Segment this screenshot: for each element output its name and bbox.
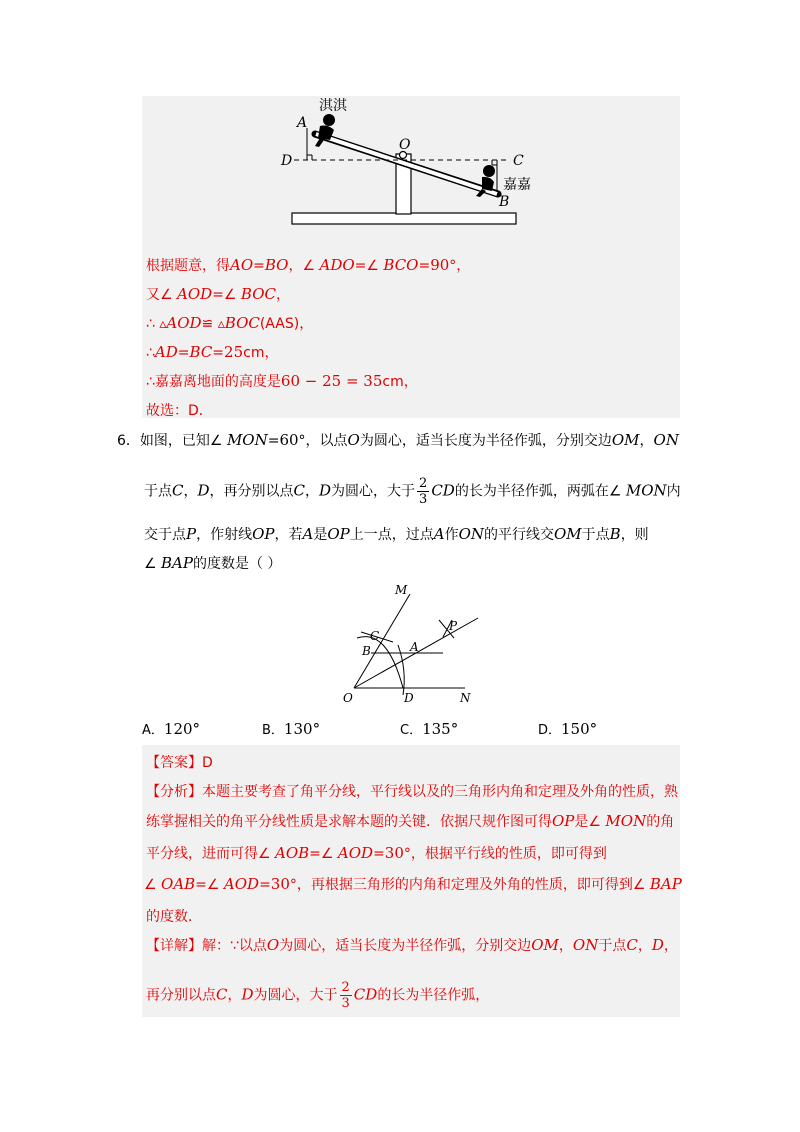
- math: AO: [230, 256, 254, 274]
- option-value: 135: [422, 720, 451, 738]
- text: 的平行线交: [484, 527, 554, 543]
- text: 解：∵以点: [202, 938, 267, 954]
- text: 上一点，过点: [349, 527, 434, 543]
- text: cm，: [243, 345, 279, 361]
- fraction-two-thirds: [340, 980, 352, 1011]
- numerator: 2: [419, 476, 428, 491]
- label-o: O: [343, 691, 353, 705]
- text: 如图，已知∠: [139, 433, 227, 449]
- label-d: D: [404, 691, 414, 705]
- text: ∴: [146, 345, 155, 361]
- sol5-line-6: 故选：D．: [146, 403, 213, 419]
- number: 30: [270, 875, 290, 893]
- option-value: 150: [561, 720, 590, 738]
- number: 30: [384, 844, 404, 862]
- text: 交于点: [144, 527, 186, 543]
- answer-tag: 【答案】: [146, 755, 202, 771]
- analysis-line-1: [146, 781, 678, 801]
- math: B: [609, 525, 621, 543]
- math: BC: [189, 343, 213, 361]
- math: BAP: [161, 554, 193, 572]
- sol5-line-3: [146, 313, 313, 333]
- math: CD: [353, 985, 378, 1004]
- text: =: [212, 345, 225, 361]
- label-m: M: [395, 583, 408, 597]
- answer-value: D: [202, 755, 213, 771]
- text: =: [177, 345, 190, 361]
- text: ，: [183, 483, 198, 500]
- text: °，再根据三角形的内角和定理及外角的性质，即可得到∠: [289, 877, 650, 893]
- text: ，: [558, 938, 573, 954]
- label-b: B: [362, 644, 371, 658]
- detail-line-1: [146, 935, 678, 955]
- detail-tag: 【详解】: [146, 938, 202, 954]
- math: AOD: [177, 285, 213, 303]
- text: ，再分别以点: [209, 483, 294, 500]
- option-c[interactable]: [400, 719, 458, 738]
- q6-line-3: [144, 524, 649, 544]
- text: 为圆心，大于: [331, 483, 416, 500]
- text: 根据题意，得: [146, 258, 230, 274]
- math: BAP: [649, 875, 682, 893]
- math: BOC: [240, 285, 276, 303]
- text: 又∠: [146, 287, 178, 303]
- text: =∠: [354, 258, 384, 274]
- text: ，: [663, 938, 678, 954]
- option-b[interactable]: [262, 719, 320, 738]
- text: 是∠: [574, 814, 606, 830]
- number: 90: [430, 256, 450, 274]
- text: =: [267, 433, 280, 449]
- label-c: C: [513, 153, 524, 169]
- option-a[interactable]: [142, 719, 200, 738]
- text: ，作射线: [196, 527, 253, 543]
- analysis-line-2: [146, 811, 674, 831]
- text: 练掌握相关的角平分线性质是求解本题的关键．依据尺规作图可得: [146, 814, 552, 830]
- math: ON: [653, 431, 679, 449]
- math: C: [216, 985, 228, 1004]
- option-unit: °: [450, 720, 459, 738]
- numerator: 2: [341, 980, 350, 995]
- math: BOC: [224, 314, 260, 332]
- text: =∠: [309, 846, 338, 862]
- text: 的角: [646, 814, 675, 830]
- math: MON: [605, 812, 647, 830]
- math: CD: [431, 481, 455, 500]
- analysis-line-5: 的度数．: [146, 909, 202, 925]
- option-unit: °: [312, 720, 321, 738]
- text: ∴嘉嘉离地面的高度是: [146, 374, 281, 390]
- text: 的长为半径作弧，两弧在∠: [454, 483, 626, 500]
- text: ，: [227, 987, 242, 1004]
- text: =∠: [195, 877, 224, 893]
- math: OP: [327, 525, 350, 543]
- text: 再分别以点: [146, 987, 216, 1004]
- math: P: [186, 525, 197, 543]
- number: 60 − 25 = 35: [280, 372, 383, 390]
- option-key: C．: [400, 723, 423, 738]
- text: ∠: [144, 877, 162, 893]
- math: OM: [611, 431, 640, 449]
- text: =: [373, 846, 385, 862]
- label-n: N: [460, 691, 471, 705]
- text: 为圆心，适当长度为半径作弧，分别交边: [279, 938, 532, 954]
- math: ON: [572, 936, 599, 954]
- math: OP: [252, 525, 275, 543]
- option-key: A．: [142, 723, 164, 738]
- math: A: [433, 525, 445, 543]
- math: A: [302, 525, 314, 543]
- label-a: A: [410, 640, 419, 654]
- label-qiqi: 淇淇: [319, 98, 347, 114]
- text: ，: [275, 287, 290, 303]
- label-b: B: [499, 194, 510, 210]
- seesaw-figure: [270, 96, 560, 228]
- option-unit: °: [589, 720, 598, 738]
- math: C: [626, 936, 638, 954]
- math: BO: [264, 256, 289, 274]
- text: 内: [666, 483, 681, 500]
- text: (AAS)，: [259, 316, 314, 332]
- text: 是: [313, 527, 328, 543]
- text: °，根据平行线的性质，即可得到: [403, 846, 607, 862]
- math: D: [241, 985, 254, 1004]
- math: OM: [554, 525, 582, 543]
- text: °，以点: [298, 433, 348, 449]
- option-unit: °: [192, 720, 201, 738]
- q6-line-4: [144, 553, 281, 573]
- math: BCO: [383, 256, 419, 274]
- q6-line-2: [144, 476, 681, 507]
- sol5-line-2: [146, 284, 290, 304]
- text: cm，: [382, 374, 418, 390]
- option-key: B．: [262, 723, 284, 738]
- option-d[interactable]: [538, 719, 597, 738]
- sol5-line-4: [146, 342, 278, 362]
- label-c: C: [370, 629, 380, 643]
- text: 为圆心，适当长度为半径作弧，分别交边: [359, 433, 612, 449]
- denominator: 3: [419, 492, 428, 507]
- math: C: [172, 481, 184, 500]
- label-d: D: [281, 153, 293, 169]
- text: ，: [639, 433, 654, 449]
- q6-line-1: [117, 430, 679, 450]
- text: °，: [449, 258, 471, 274]
- text: ，若: [274, 527, 303, 543]
- fraction-two-thirds: [417, 476, 429, 507]
- math: ON: [458, 525, 484, 543]
- text: 于点: [598, 938, 627, 954]
- math: D: [651, 936, 664, 954]
- math: OM: [531, 936, 559, 954]
- option-value: 120: [163, 720, 193, 738]
- text: ，则: [620, 527, 649, 543]
- analysis-line-3: [146, 843, 607, 863]
- text: ，: [637, 938, 652, 954]
- math: OP: [552, 812, 575, 830]
- text: 的度数是（ ）: [192, 556, 282, 572]
- text: ∴ ▵: [146, 316, 167, 332]
- math: AOD: [337, 844, 374, 862]
- denominator: 3: [341, 996, 350, 1011]
- text: 平分线，进而可得∠: [146, 846, 276, 862]
- detail-line-2: [146, 980, 489, 1011]
- math: C: [293, 481, 305, 500]
- math: D: [319, 481, 332, 500]
- sol5-line-5: [146, 371, 418, 391]
- text: ≌ ▵: [201, 316, 225, 332]
- math: O: [347, 431, 360, 449]
- text: =: [253, 258, 265, 274]
- math: AOB: [275, 844, 310, 862]
- sol5-line-1: [146, 255, 470, 275]
- analysis-line-4: [144, 874, 682, 894]
- text: 的长为半径作弧，: [377, 987, 490, 1004]
- text: 于点: [581, 527, 610, 543]
- math: AD: [154, 343, 178, 361]
- text: 本题主要考查了角平分线，平行线以及的三角形内角和定理及外角的性质，熟: [202, 784, 678, 800]
- text: 为圆心，大于: [253, 987, 338, 1004]
- math: AOD: [223, 875, 260, 893]
- label-a: A: [297, 115, 308, 131]
- option-value: 130: [283, 720, 313, 738]
- text: 于点: [144, 483, 172, 500]
- question-number: 6．: [117, 433, 140, 449]
- text: ∠: [144, 556, 162, 572]
- math: AOD: [166, 314, 202, 332]
- text: =: [418, 258, 431, 274]
- number: 25: [224, 343, 244, 361]
- analysis-tag: 【分析】: [146, 784, 202, 800]
- text: ，∠: [288, 258, 320, 274]
- number: 60: [279, 431, 299, 449]
- angle-bisector-figure: [335, 580, 485, 705]
- text: ，: [305, 483, 319, 500]
- answer-line: [146, 752, 213, 772]
- math: ADO: [319, 256, 355, 274]
- label-p: P: [449, 619, 458, 633]
- math: OAB: [161, 875, 196, 893]
- label-o: O: [399, 137, 411, 153]
- text: =∠: [212, 287, 241, 303]
- label-jiajia: 嘉嘉: [503, 177, 531, 193]
- option-key: D．: [538, 723, 562, 738]
- math: MON: [226, 431, 268, 449]
- text: 作: [444, 527, 459, 543]
- math: D: [197, 481, 210, 500]
- math: O: [266, 936, 280, 954]
- math: MON: [625, 481, 667, 500]
- text: =: [259, 877, 271, 893]
